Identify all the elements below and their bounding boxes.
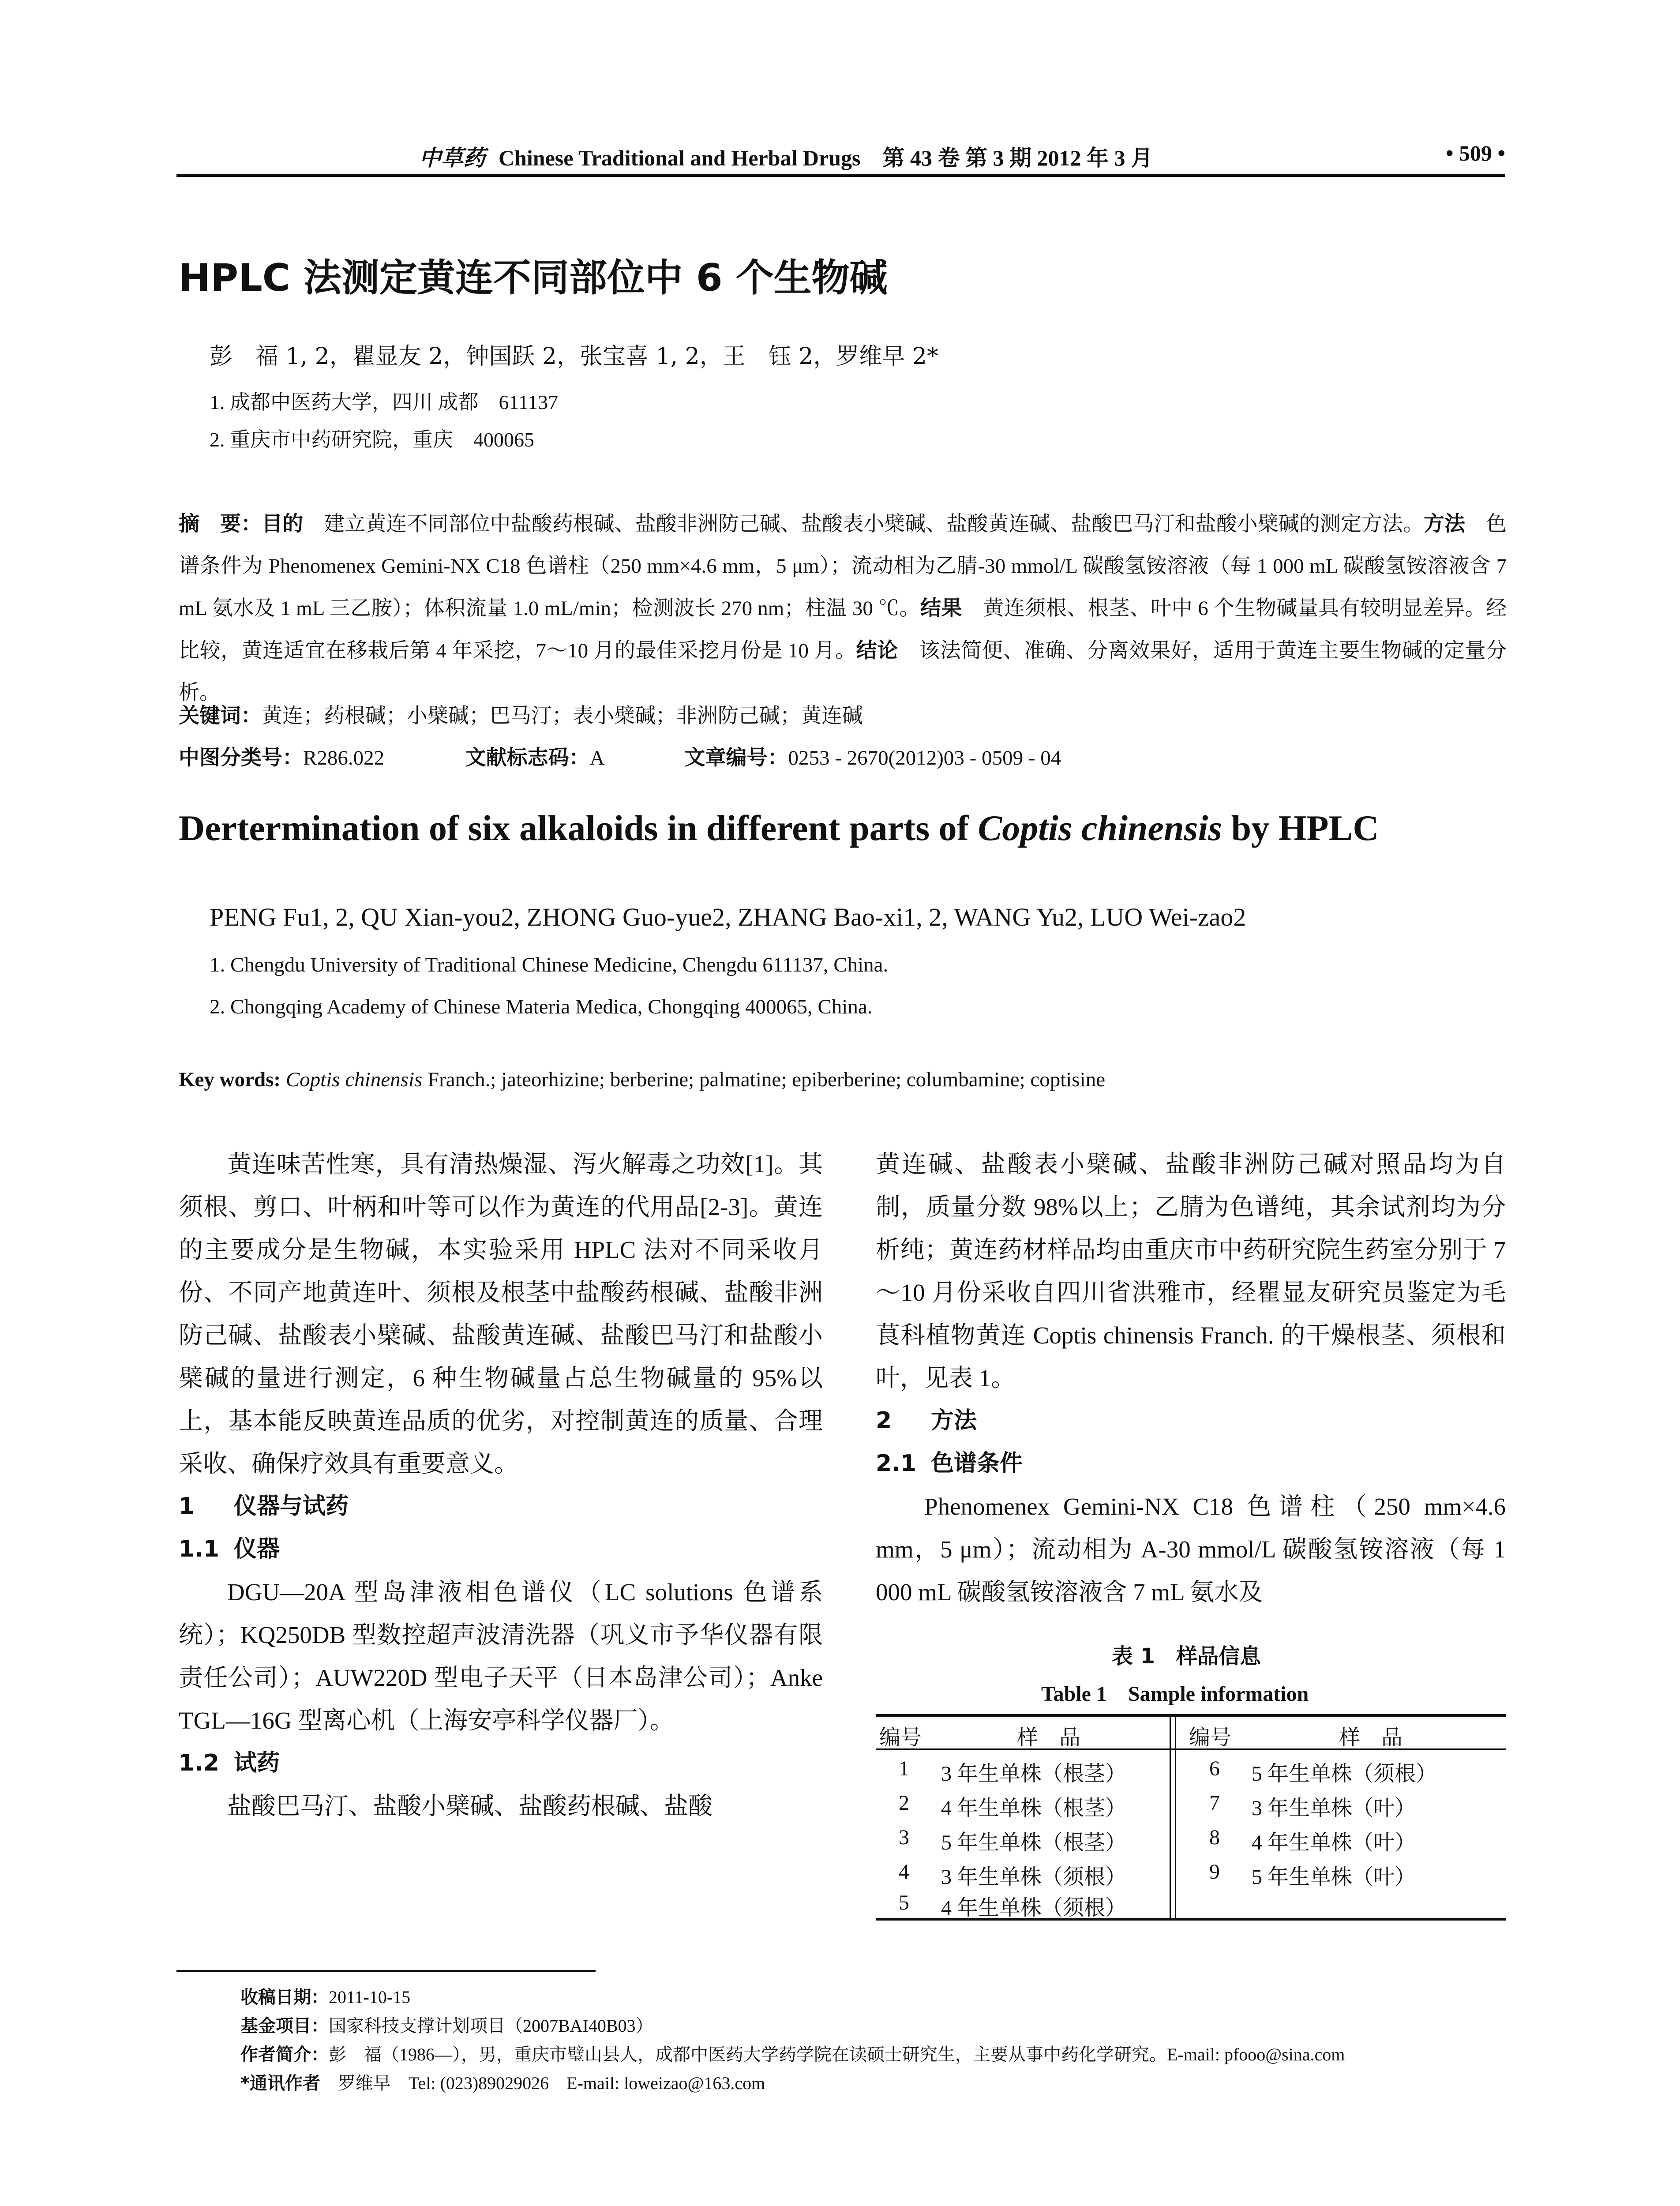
body-right-column xyxy=(876,1143,1506,1613)
table-divider-a xyxy=(1170,1714,1171,1921)
intro-paragraph: 黄连味苦性寒，具有清热燥湿、泻火解毒之功效[1]。其须根、剪口、叶柄和叶等可以作为黄连的代用品[2-3]。黄连的主要成分是生物碱，本实验采用 HPLC 法对不同采收月份、不同产地黄连叶、须根及根茎中盐酸药根碱、盐酸非洲防己碱、盐酸表小檗碱、盐酸黄连碱、盐酸巴马汀和盐酸小檗碱的量进行测定，6 种生物碱量占总生物碱量的 95%以上，基本能反映黄连品质的优劣，对控制黄连的质量、合理采收、确保疗效具有重要意义。 xyxy=(179,1151,823,1477)
section-1-2-heading: 1.2 试药 xyxy=(179,1750,280,1776)
table-header-sample-2: 样 品 xyxy=(1339,1726,1403,1749)
abstract-label: 摘 要： xyxy=(179,512,262,536)
keywords-cn xyxy=(179,699,863,729)
table-cell-no: 7 xyxy=(1209,1791,1220,1815)
title-en: Dertermination of six alkaloids in different parts of Coptis chinensis by HPLC xyxy=(179,808,1379,848)
table-cell-sample: 5 年生单株（须根） xyxy=(1252,1762,1437,1786)
table-cell-sample: 4 年生单株（叶） xyxy=(1252,1831,1416,1854)
table-header-no-2: 编号 xyxy=(1189,1726,1232,1749)
body-left-column xyxy=(179,1143,823,1827)
section-1-1-heading: 1.1 仪器 xyxy=(179,1536,280,1562)
footnote-corresponding: *通讯作者 罗维早 Tel: (023)89029026 E-mail: loweizao@163.com xyxy=(240,2073,765,2093)
section-1-heading: 1 仪器与试药 xyxy=(179,1493,349,1519)
table-cell-no: 5 xyxy=(899,1891,909,1914)
journal-info: Chinese Traditional and Herbal Drugs 第 43 卷 第 3 期 2012 年 3 月 xyxy=(499,146,1153,170)
table-cell-sample: 3 年生单株（须根） xyxy=(941,1865,1127,1889)
table-cell-no: 8 xyxy=(1209,1826,1220,1849)
table-caption-en: Table 1 Sample information xyxy=(1041,1682,1309,1706)
page-number: • 509 • xyxy=(1445,141,1505,165)
objective-text: 建立黄连不同部位中盐酸药根碱、盐酸非洲防己碱、盐酸表小檗碱、盐酸黄连碱、盐酸巴马汀和盐酸小檗碱的测定方法。 xyxy=(303,513,1424,536)
section-2-heading: 2 方法 xyxy=(876,1407,977,1434)
method-label: 方法 xyxy=(1423,512,1466,536)
footnote-fund: 基金项目：国家科技支撑计划项目（2007BAI40B03） xyxy=(240,2016,653,2036)
table-cell-sample: 3 年生单株（根茎） xyxy=(941,1762,1127,1786)
table-cell-sample: 5 年生单株（根茎） xyxy=(941,1831,1127,1854)
footnote-author: 作者简介：彭 福（1986—），男，重庆市璧山县人，成都中医药大学药学院在读硕士研究生，主要从事中药化学研究。E-mail: pfooo@sina.com xyxy=(240,2045,1345,2065)
table-cell-no: 3 xyxy=(899,1826,909,1849)
classification-line xyxy=(179,741,1061,771)
reagents-continued: 黄连碱、盐酸表小檗碱、盐酸非洲防己碱对照品均为自制，质量分数 98%以上；乙腈为色谱纯，其余试剂均为分析纯；黄连药材样品均由重庆市中药研究院生药室分别于 7～10 月份采收自四川省洪雅市，经瞿显友研究员鉴定为毛茛科植物黄连 Coptis chinensis Franch. 的干燥根茎、须根和叶，见表 1。 xyxy=(876,1151,1506,1392)
table-header-sample-1: 样 品 xyxy=(1017,1726,1081,1749)
affiliation-en-2: 2. Chongqing Academy of Chinese Materia Medica, Chongqing 400065, China. xyxy=(210,995,873,1018)
table-cell-sample: 4 年生单株（根茎） xyxy=(941,1797,1127,1820)
keywords-cn-label: 关键词： xyxy=(179,704,262,728)
footnote-rule xyxy=(176,1970,596,1972)
objective-label: 目的 xyxy=(262,512,304,536)
section-2-1-heading: 2.1 色谱条件 xyxy=(876,1450,1023,1477)
abstract xyxy=(179,503,1507,714)
footnote-received: 收稿日期：2011-10-15 xyxy=(240,1987,411,2007)
title-cn: HPLC 法测定黄连不同部位中 6 个生物碱 xyxy=(179,256,888,300)
table-cell-no: 6 xyxy=(1209,1757,1220,1780)
result-text: 黄连须根、根茎、叶中 6 个生物碱量具有较明显差异。经比较，黄连适宜在移栽后第 4 年采挖，7～10 月的最佳采挖月份是 10 月。 xyxy=(179,597,1507,662)
result-label: 结果 xyxy=(920,596,963,620)
article-no-label: 文章编号： xyxy=(684,746,788,770)
table-header-no-1: 编号 xyxy=(879,1726,922,1749)
table-cell-sample: 4 年生单株（须根） xyxy=(941,1896,1127,1920)
authors-en: PENG Fu1, 2, QU Xian-you2, ZHONG Guo-yue2, ZHANG Bao-xi1, 2, WANG Yu2, LUO Wei-zao2 xyxy=(210,903,1246,931)
conclusion-label: 结论 xyxy=(856,638,898,663)
method-text: 色谱条件为 Phenomenex Gemini-NX C18 色谱柱（250 mm×4.6 mm，5 μm）；流动相为乙腈-30 mmol/L 碳酸氢铵溶液（每 1 000 mL 碳酸氢铵溶液含 7 mL 氨水及 1 mL 三乙胺）；体积流量 1.0 mL/min；检测波长 270 nm；柱温 30 ℃。 xyxy=(179,513,1507,620)
table-cell-no: 4 xyxy=(899,1860,909,1883)
table-cell-no: 1 xyxy=(899,1757,909,1780)
clc-value: R286.022 xyxy=(303,747,385,769)
table-cell-sample: 5 年生单株（叶） xyxy=(1252,1865,1416,1889)
affiliation-cn-2: 2. 重庆市中药研究院，重庆 400065 xyxy=(210,428,534,451)
journal-name-cn: 中草药 xyxy=(419,146,485,170)
keywords-en: Key words: Coptis chinensis Franch.; jateorhizine; berberine; palmatine; epiberberine; columbamine; coptisine xyxy=(179,1068,1106,1091)
article-no-value: 0253 - 2670(2012)03 - 0509 - 04 xyxy=(788,747,1061,769)
keywords-en-label: Key words: xyxy=(179,1068,281,1091)
header-rule xyxy=(176,174,1505,177)
conclusion-text: 该法简便、准确、分离效果好，适用于黄连主要生物碱的定量分析。 xyxy=(179,639,1507,704)
table-top-rule xyxy=(876,1714,1506,1717)
table-divider-b xyxy=(1175,1714,1176,1921)
journal-header xyxy=(419,140,1153,172)
doc-code-value: A xyxy=(589,747,604,769)
reagents-paragraph: 盐酸巴马汀、盐酸小檗碱、盐酸药根碱、盐酸 xyxy=(227,1793,713,1820)
keywords-cn-text: 黄连；药根碱；小檗碱；巴马汀；表小檗碱；非洲防己碱；黄连碱 xyxy=(262,705,863,728)
clc-label: 中图分类号： xyxy=(179,746,303,770)
table-caption-cn: 表 1 样品信息 xyxy=(1112,1644,1261,1669)
doc-code-label: 文献标志码： xyxy=(465,746,590,770)
affiliation-cn-1: 1. 成都中医药大学，四川 成都 611137 xyxy=(210,391,559,413)
affiliation-en-1: 1. Chengdu University of Traditional Chinese Medicine, Chengdu 611137, China. xyxy=(210,953,889,976)
table-cell-no: 9 xyxy=(1209,1860,1220,1883)
table-cell-sample: 3 年生单株（叶） xyxy=(1252,1797,1416,1820)
authors-cn: 彭 福 1, 2，瞿显友 2，钟国跃 2，张宝喜 1, 2，王 钰 2，罗维早 2* xyxy=(210,343,938,370)
table-cell-no: 2 xyxy=(899,1791,909,1815)
chromatography-paragraph: Phenomenex Gemini-NX C18 色谱柱（250 mm×4.6 mm，5 μm）；流动相为 A-30 mmol/L 碳酸氢铵溶液（每 1 000 mL 碳酸氢铵溶液含 7 mL 氨水及 xyxy=(876,1493,1506,1606)
instruments-paragraph: DGU—20A 型岛津液相色谱仪（LC solutions 色谱系统）；KQ250DB 型数控超声波清洗器（巩义市予华仪器有限责任公司）；AUW220D 型电子天平（日本岛津公司）；Anke TGL—16G 型离心机（上海安亭科学仪器厂）。 xyxy=(179,1579,823,1734)
